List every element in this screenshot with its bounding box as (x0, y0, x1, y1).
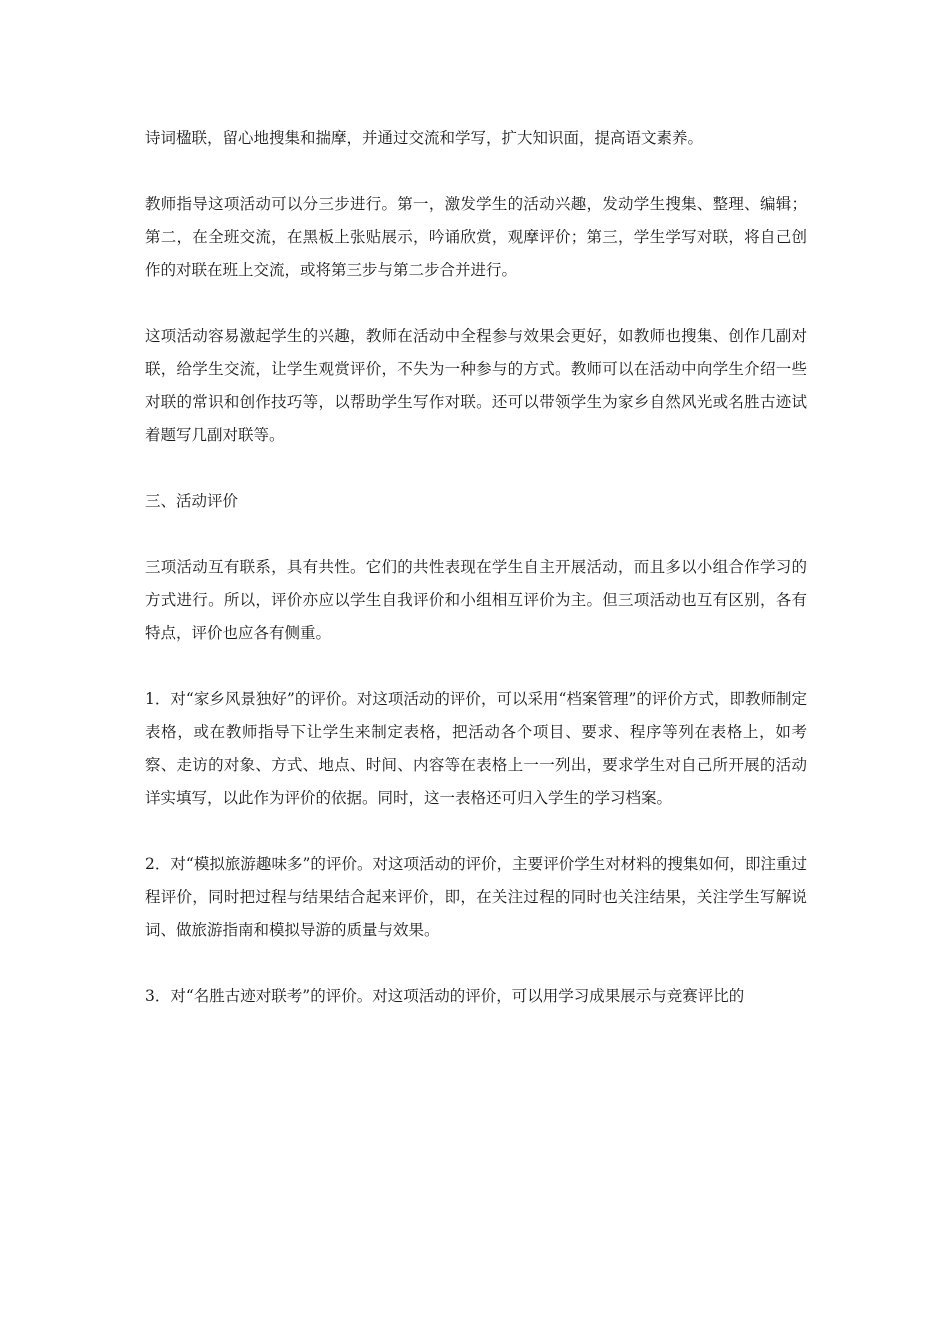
paragraph-evaluation-item-3: 3．对“名胜古迹对联考”的评价。对这项活动的评价，可以用学习成果展示与竞赛评比的 (145, 987, 745, 1005)
paragraph-teacher-participation: 这项活动容易激起学生的兴趣，教师在活动中全程参与效果会更好，如教师也搜集、创作几副对联，给学生交流，让学生观赏评价，不失为一种参与的方式。教师可以在活动中向学生介绍一些对联的常识和创作技巧等，以帮助学生写作对联。还可以带领学生为家乡自然风光或名胜古迹试着题写几副对联等。 (145, 327, 807, 444)
paragraph-evaluation-item-2: 2．对“模拟旅游趣味多”的评价。对这项活动的评价，主要评价学生对材料的搜集如何，即注重过程评价，同时把过程与结果结合起来评价，即，在关注过程的同时也关注结果，关注学生写解说词、做旅游指南和模拟导游的质量与效果。 (145, 855, 807, 939)
paragraph-teacher-steps: 教师指导这项活动可以分三步进行。第一，激发学生的活动兴趣，发动学生搜集、整理、编辑；第二，在全班交流，在黑板上张贴展示，吟诵欣赏，观摩评价；第三，学生学写对联，将自己创作的对联在班上交流，或将第三步与第二步合并进行。 (145, 195, 807, 279)
paragraph-couplet-intro: 诗词楹联，留心地搜集和揣摩，并通过交流和学写，扩大知识面，提高语文素养。 (145, 129, 704, 147)
document-body (145, 122, 807, 1046)
section-heading-evaluation: 三、活动评价 (145, 492, 239, 510)
paragraph-evaluation-item-1: 1．对“家乡风景独好”的评价。对这项活动的评价，可以采用“档案管理”的评价方式，即教师制定表格，或在教师指导下让学生来制定表格，把活动各个项目、要求、程序等列在表格上，如考察、走访的对象、方式、地点、时间、内容等在表格上一一列出，要求学生对自己所开展的活动详实填写，以此作为评价的依据。同时，这一表格还可归入学生的学习档案。 (145, 690, 807, 807)
paragraph-evaluation-overview: 三项活动互有联系，具有共性。它们的共性表现在学生自主开展活动，而且多以小组合作学习的方式进行。所以，评价亦应以学生自我评价和小组相互评价为主。但三项活动也互有区别，各有特点，评价也应各有侧重。 (145, 558, 807, 642)
